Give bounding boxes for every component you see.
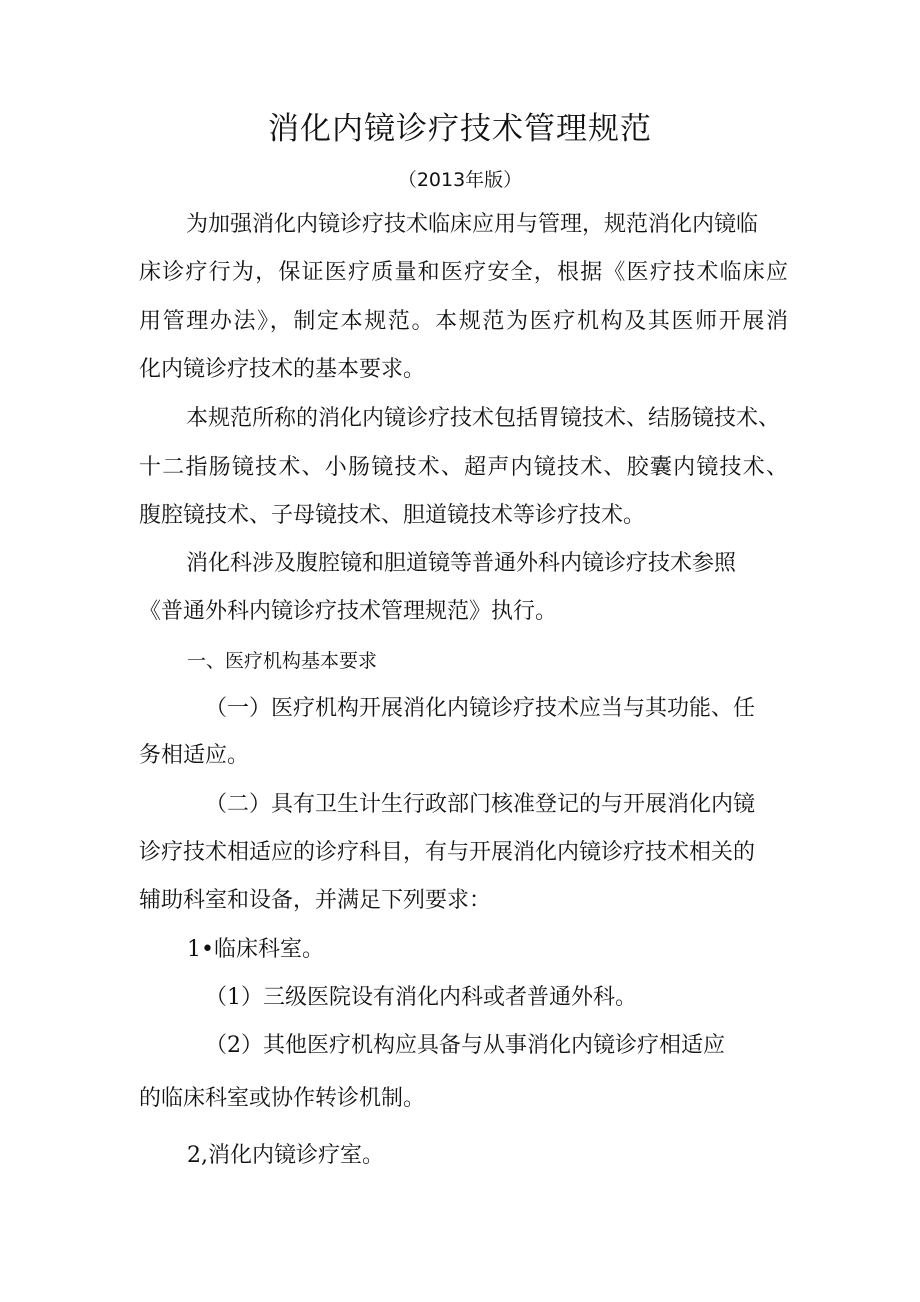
item2-line1: （二）具有卫生计生行政部门核准登记的与开展消化内镜 [205, 792, 756, 817]
item1-line1: （一）医疗机构开展消化内镜诊疗技术应当与其功能、任 [205, 696, 756, 721]
paragraph2-line1: 本规范所称的消化内镜诊疗技术包括胃镜技术、结肠镜技术、 [186, 406, 781, 431]
item1-line2: 务相适应。 [139, 743, 250, 768]
paragraph1-line4: 化内镜诊疗技术的基本要求。 [139, 357, 426, 382]
sub-item-1-2-line2: 的临床科室或协作转诊机制。 [139, 1086, 426, 1111]
sub-item-2: 2,消化内镜诊疗室。 [187, 1143, 384, 1168]
document-subtitle: （2013年版） [397, 169, 523, 191]
paragraph3-line1: 消化科涉及腹腔镜和胆道镜等普通外科内镜诊疗技术参照 [186, 551, 737, 576]
paragraph1-line3: 用管理办法》，制定本规范。本规范为医疗机构及其医师开展消 [139, 309, 788, 334]
document-title: 消化内镜诊疗技术管理规范 [268, 111, 652, 147]
section-heading: 一、医疗机构基本要求 [187, 650, 378, 672]
paragraph1-line1: 为加强消化内镜诊疗技术临床应用与管理，规范消化内镜临 [186, 212, 759, 237]
sub-item-1-1: （1）三级医院设有消化内科或者普通外科。 [205, 985, 637, 1010]
item2-line3: 辅助科室和设备，并满足下列要求： [139, 888, 492, 913]
paragraph2-line3: 腹腔镜技术、子母镜技术、胆道镜技术等诊疗技术。 [139, 503, 646, 528]
paragraph3-line2: 《普通外科内镜诊疗技术管理规范》执行。 [139, 599, 558, 624]
paragraph1-line2: 床诊疗行为，保证医疗质量和医疗安全，根据《医疗技术临床应 [139, 260, 788, 285]
sub-item-1-2-line1: （2）其他医疗机构应具备与从事消化内镜诊疗相适应 [205, 1033, 725, 1058]
item2-line2: 诊疗技术相适应的诊疗科目，有与开展消化内镜诊疗技术相关的 [139, 840, 756, 865]
sub-item-1: 1•临床科室。 [187, 937, 324, 962]
paragraph2-line2: 十二指肠镜技术、小肠镜技术、超声内镜技术、胶囊内镜技术、 [139, 455, 788, 480]
